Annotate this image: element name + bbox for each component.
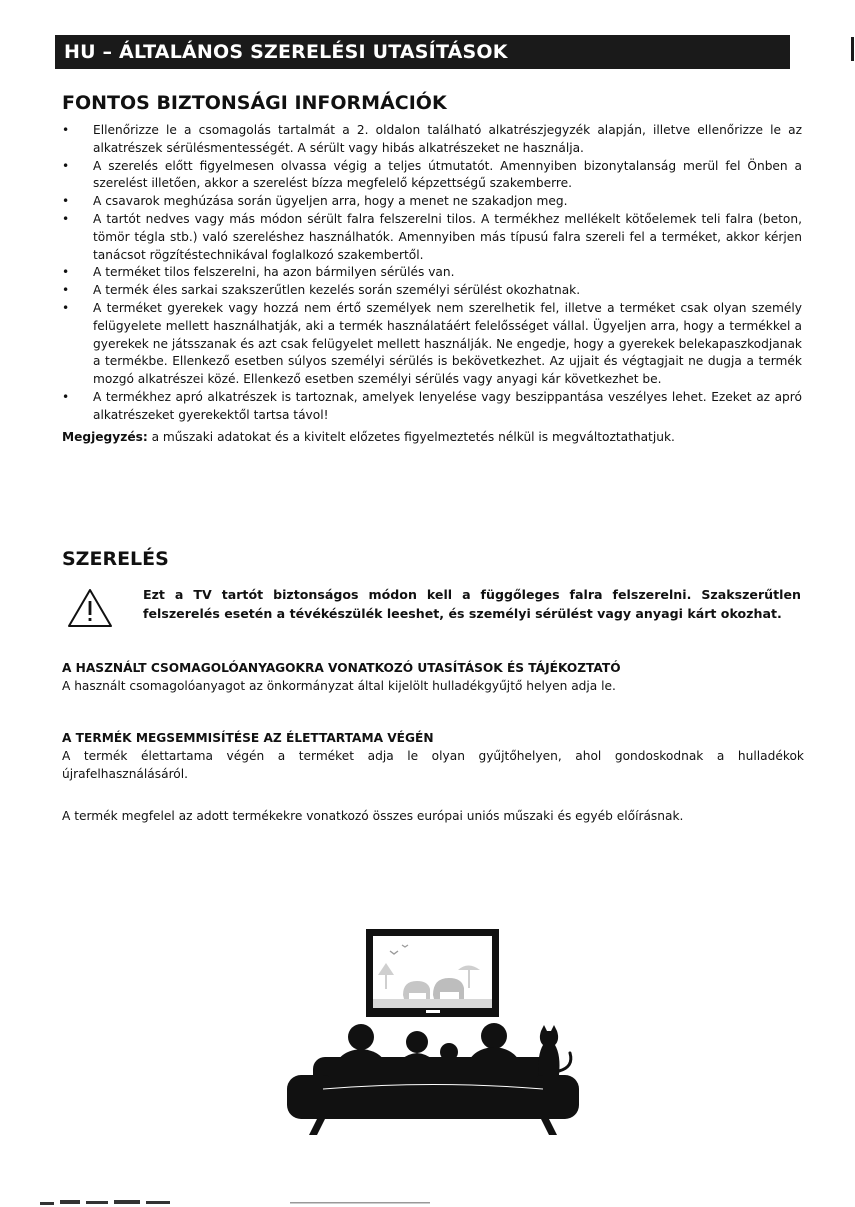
install-section-title: SZERELÉS bbox=[62, 548, 169, 570]
list-item-text: A szerelés előtt figyelmesen olvassa végig a teljes útmutatót. Amennyiben bizonytalanság merül fel Önben a szerelést illetően, akkor a szerelést bízza megfelelő képzettségű szakemberre. bbox=[93, 158, 802, 191]
list-item bbox=[62, 389, 802, 425]
warning-text: Ezt a TV tartót biztonságos módon kell a függőleges falra felszerelni. Szakszerűtlen felszerelés esetén a tévékészülék leeshet, és személyi sérülést vagy anyagi kárt okozhat. bbox=[143, 587, 801, 621]
disposal-text: A termék élettartama végén a terméket adja le olyan gyűjtőhelyen, ahol gondoskodnak a hulladékok újrafelhasználásáról. bbox=[62, 748, 804, 781]
bullet: • bbox=[62, 389, 70, 404]
compliance-text: A termék megfelel az adott termékekre vonatkozó összes európai uniós műszaki és egyéb előírásnak. bbox=[62, 809, 684, 823]
list-item bbox=[62, 122, 802, 158]
packaging-section bbox=[62, 660, 804, 696]
list-item bbox=[62, 264, 802, 282]
disposal-heading: A TERMÉK MEGSEMMISÍTÉSE AZ ÉLETTARTAMA VÉGÉN bbox=[62, 731, 434, 745]
warning-triangle-icon bbox=[67, 588, 113, 628]
list-item-text: A termékhez apró alkatrészek is tartoznak, amelyek lenyelése vagy beszippantása veszélyes lehet. Ezeket az apró alkatrészeket gyerekektől tartsa távol! bbox=[93, 389, 802, 422]
safety-list bbox=[62, 122, 802, 425]
packaging-text: A használt csomagolóanyagot az önkormányzat által kijelölt hulladékgyűjtő helyen adja le. bbox=[62, 678, 616, 693]
list-item bbox=[62, 211, 802, 264]
list-item bbox=[62, 300, 802, 389]
list-item-text: A termék éles sarkai szakszerűtlen kezelés során személyi sérülést okozhatnak. bbox=[93, 283, 581, 298]
disposal-section bbox=[62, 730, 804, 783]
warning-notice bbox=[62, 586, 802, 636]
list-item-text: A tartót nedves vagy más módon sérült falra felszerelni tilos. A termékhez mellékelt kötőelemek teli falra (beton, tömör tégla stb.) való szereléshez használhatók. Amennyiben más típusú falra szereli fel a terméket, akkor kérjen tanácsot rögzítéstechnikával foglalkozó szakembertől. bbox=[93, 211, 802, 262]
list-item-text: A csavarok meghúzása során ügyeljen arra, hogy a menet ne szakadjon meg. bbox=[93, 194, 568, 209]
page-edge-mark bbox=[851, 37, 854, 61]
bullet: • bbox=[62, 283, 70, 298]
bullet: • bbox=[62, 194, 70, 209]
note-text: a műszaki adatokat és a kivitelt előzetes figyelmeztetés nélkül is megváltoztathatjuk. bbox=[147, 429, 675, 444]
compliance-section bbox=[62, 808, 804, 826]
safety-section-title: FONTOS BIZTONSÁGI INFORMÁCIÓK bbox=[62, 92, 447, 114]
bullet: • bbox=[62, 265, 70, 280]
safety-content bbox=[62, 122, 802, 446]
footer-marks bbox=[40, 1198, 540, 1207]
sofa-icon bbox=[287, 1057, 579, 1135]
list-item bbox=[62, 193, 802, 211]
bullet: • bbox=[62, 158, 70, 173]
list-item-text: A terméket tilos felszerelni, ha azon bármilyen sérülés van. bbox=[93, 265, 455, 280]
list-item bbox=[62, 282, 802, 300]
bullet: • bbox=[62, 123, 70, 137]
cat-icon bbox=[539, 1025, 571, 1075]
list-item bbox=[62, 158, 802, 194]
page-title: HU – ÁLTALÁNOS SZERELÉSI UTASÍTÁSOK bbox=[64, 41, 508, 63]
header-bar bbox=[55, 35, 790, 69]
bullet: • bbox=[62, 300, 70, 315]
family-watching-tv-illustration bbox=[283, 925, 583, 1137]
note bbox=[62, 429, 802, 447]
list-item-text: A terméket gyerekek vagy hozzá nem értő személyek nem szerelhetik fel, illetve a terméket csak olyan személy felügyelete mellett használhatják, aki a termék használatáért felelősséget vállal. Ügyeljen arra, hogy a termékkel a gyerekek ne játsszanak és azt csak felügyelet mellett használják. Ne engedje, hogy a gyerekek belekapaszkodjanak a termékbe. Ellenkező esetben súlyos személyi sérülés is bekövetkezhet. Az ujjait és végtagjait ne dugja a termék mozgó alkatrészei közé. Ellenkező esetben személyi sérülés vagy anyagi kár következhet be. bbox=[93, 300, 802, 387]
tv-icon bbox=[366, 929, 499, 1017]
list-item-text: Ellenőrizze le a csomagolás tartalmát a 2. oldalon található alkatrészjegyzék alapján, illetve ellenőrizze le az alkatrészek sérülésmentességét. A sérült vagy hibás alkatrészeket ne használja. bbox=[93, 123, 802, 155]
packaging-heading: A HASZNÁLT CSOMAGOLÓANYAGOKRA VONATKOZÓ UTASÍTÁSOK ÉS TÁJÉKOZTATÓ bbox=[62, 661, 621, 675]
bullet: • bbox=[62, 211, 70, 226]
note-label: Megjegyzés: bbox=[62, 429, 148, 444]
